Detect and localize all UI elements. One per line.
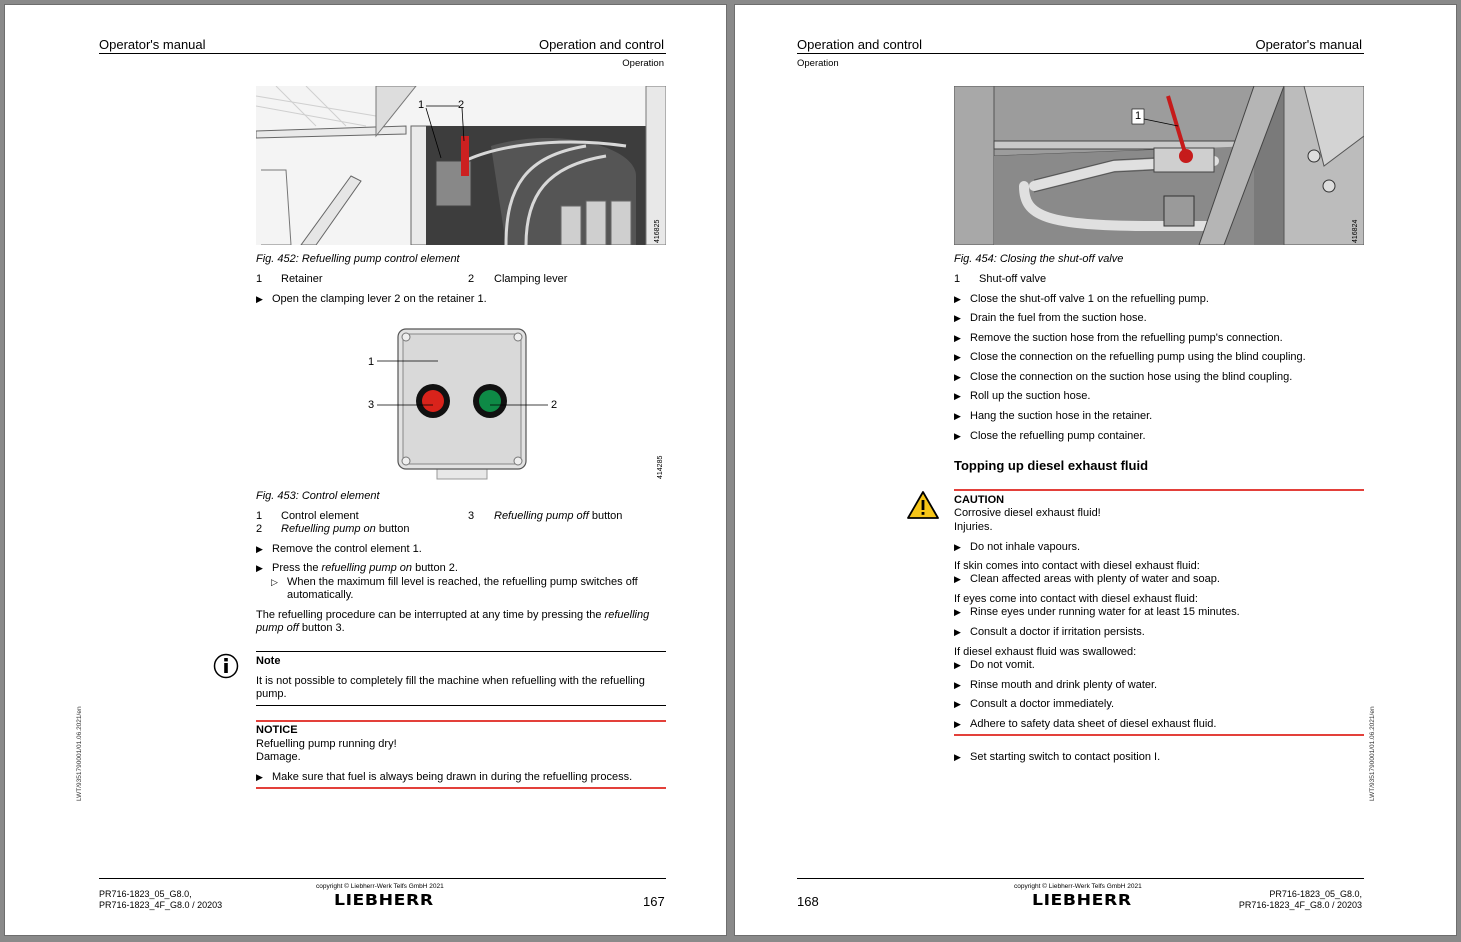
footer-rule xyxy=(797,878,1364,879)
figure-452-image xyxy=(256,86,666,245)
caution-line-2: Injuries. xyxy=(954,521,993,533)
info-icon xyxy=(213,653,239,684)
figure-452-callout-2: 2 xyxy=(458,99,465,111)
legend-453-text-3: Refuelling pump off button xyxy=(494,510,623,522)
step-item: ▶ Close the connection on the refuelling pump using the blind coupling. xyxy=(954,351,1306,364)
section-title: Topping up diesel exhaust fluid xyxy=(954,458,1149,473)
side-doc-code: LWT/9351790001/01.06.2021/en xyxy=(76,706,83,801)
footer-rule xyxy=(99,878,666,879)
legend-452-text-1: Retainer xyxy=(281,273,323,285)
step-item: ▶ Close the refuelling pump container. xyxy=(954,430,1146,443)
legend-453-text-2: Refuelling pump on button xyxy=(281,523,410,535)
result-step: ▷ When the maximum fill level is reached, the refuelling pump switches off automatically. xyxy=(271,576,667,602)
caution-top-rule xyxy=(954,489,1364,491)
notice-bottom-rule xyxy=(256,787,666,789)
legend-453-num-1: 1 xyxy=(256,510,263,522)
figure-452-code: 416825 xyxy=(654,219,661,243)
legend-454-num-1: 1 xyxy=(954,273,961,285)
warning-icon xyxy=(906,490,940,525)
eyes-step-1: ▶ Rinse eyes under running water for at least 15 minutes. xyxy=(954,606,1240,619)
notice-step: ▶ Make sure that fuel is always being drawn in during the refuelling process. xyxy=(256,771,632,784)
eyes-intro: If eyes come into contact with diesel exhaust fluid: xyxy=(954,593,1198,605)
page-number: 168 xyxy=(797,894,819,909)
caution-step: ▶ Do not inhale vapours. xyxy=(954,541,1080,554)
figure-453-caption: Fig. 453: Control element xyxy=(256,490,380,502)
legend-453-text-1: Control element xyxy=(281,510,359,522)
subheader: Operation xyxy=(797,58,839,69)
notice-line-1: Refuelling pump running dry! xyxy=(256,738,397,750)
note-text: It is not possible to completely fill the machine when refuelling with the refuelling pump. xyxy=(256,675,645,700)
liebherr-logo: LIEBHERR xyxy=(334,891,434,909)
swallow-step-3: ▶ Consult a doctor immediately. xyxy=(954,698,1114,711)
subheader: Operation xyxy=(622,58,664,69)
legend-452-text-2: Clamping lever xyxy=(494,273,568,285)
swallow-step-2: ▶ Rinse mouth and drink plenty of water. xyxy=(954,679,1157,692)
skin-step: ▶ Clean affected areas with plenty of water and soap. xyxy=(954,573,1220,586)
figure-454-caption: Fig. 454: Closing the shut-off valve xyxy=(954,253,1124,265)
header-right: Operation and control xyxy=(538,37,664,52)
legend-453-num-2: 2 xyxy=(256,523,263,535)
step-press-button: ▶ Press the refuelling pump on button 2. xyxy=(256,562,458,575)
legend-452-num-2: 2 xyxy=(468,273,475,285)
figure-452-caption: Fig. 452: Refuelling pump control element xyxy=(256,253,460,265)
swallow-intro: If diesel exhaust fluid was swallowed: xyxy=(954,646,1137,658)
eyes-step-2: ▶ Consult a doctor if irritation persists. xyxy=(954,626,1145,639)
footer-doc-id: PR716-1823_05_G8.0, PR716-1823_4F_G8.0 / 20203 xyxy=(1238,889,1362,910)
figure-453-callout-2: 2 xyxy=(551,399,558,411)
header-left: Operator's manual xyxy=(99,37,206,52)
note-title: Note xyxy=(256,655,281,667)
right-page xyxy=(734,4,1457,936)
swallow-step-1: ▶ Do not vomit. xyxy=(954,659,1035,672)
caution-line-1: Corrosive diesel exhaust fluid! xyxy=(954,507,1101,519)
legend-453-num-3: 3 xyxy=(468,510,475,522)
step-item: ▶ Roll up the suction hose. xyxy=(954,390,1090,403)
figure-454-image xyxy=(954,86,1364,245)
skin-intro: If skin comes into contact with diesel exhaust fluid: xyxy=(954,560,1200,572)
copyright: copyright © Liebherr-Werk Telfs GmbH 2021 xyxy=(316,883,444,890)
figure-454-code: 416824 xyxy=(1352,219,1359,243)
step-item: ▶ Close the connection on the suction hose using the blind coupling. xyxy=(954,371,1292,384)
interrupt-paragraph: The refuelling procedure can be interrupted at any time by pressing the refuelling pump off button 3. xyxy=(256,609,650,634)
figure-453-code: 414285 xyxy=(657,455,664,479)
header-right: Operator's manual xyxy=(1255,37,1362,52)
caution-title: CAUTION xyxy=(954,494,1005,506)
step-item: ▶ Close the shut-off valve 1 on the refuelling pump. xyxy=(954,293,1209,306)
figure-453-image xyxy=(360,323,670,483)
figure-453-callout-3: 3 xyxy=(368,399,375,411)
note-top-rule xyxy=(256,651,666,652)
footer-doc-id: PR716-1823_05_G8.0, PR716-1823_4F_G8.0 / 20203 xyxy=(99,889,223,910)
page-number: 167 xyxy=(643,894,665,909)
header-rule xyxy=(99,53,666,54)
caution-bottom-rule xyxy=(954,734,1364,736)
note-bottom-rule xyxy=(256,705,666,706)
notice-title: NOTICE xyxy=(256,724,298,736)
header-left: Operation and control xyxy=(797,37,923,52)
header-rule xyxy=(797,53,1364,54)
step-item: ▶ Remove the suction hose from the refuelling pump's connection. xyxy=(954,332,1283,345)
step-item: ▶ Hang the suction hose in the retainer. xyxy=(954,410,1152,423)
notice-line-2: Damage. xyxy=(256,751,301,763)
figure-454-callout-1: 1 xyxy=(1135,110,1142,122)
figure-453-callout-1: 1 xyxy=(368,356,375,368)
figure-452-callout-1: 1 xyxy=(418,99,425,111)
step-remove-control-element: ▶ Remove the control element 1. xyxy=(256,543,422,556)
side-doc-code: LWT/9351790001/01.06.2021/en xyxy=(1369,706,1376,801)
notice-top-rule xyxy=(256,720,666,722)
legend-454-text-1: Shut-off valve xyxy=(979,273,1047,285)
left-page xyxy=(4,4,727,936)
copyright: copyright © Liebherr-Werk Telfs GmbH 2021 xyxy=(1014,883,1142,890)
liebherr-logo: LIEBHERR xyxy=(1032,891,1132,909)
swallow-step-4: ▶ Adhere to safety data sheet of diesel exhaust fluid. xyxy=(954,718,1216,731)
step-open-clamping-lever: ▶ Open the clamping lever 2 on the retainer 1. xyxy=(256,293,487,306)
step-item: ▶ Drain the fuel from the suction hose. xyxy=(954,312,1147,325)
legend-452-num-1: 1 xyxy=(256,273,263,285)
final-step: ▶ Set starting switch to contact position I. xyxy=(954,751,1160,764)
